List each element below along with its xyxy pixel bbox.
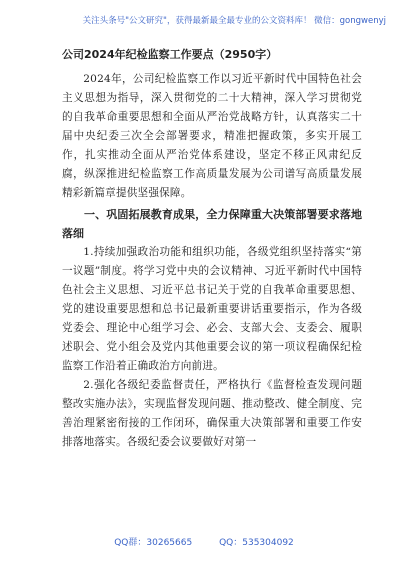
list-item-1: 1.持续加强政治功能和组织功能，各级党组织坚持落实“第一议题”制度。将学习党中央的会议精神、习近平新时代中国特色社会主义思想、习近平总书记关于党的自我革命重要思想、党的建设重要思想和总书记最新重要讲话重要指示，作为各级党委会、理论中心组学习会、必会、支部大会、支委会、履职述职会、党小组会及党内其他重要会议的第一项议程确保纪检监察工作沿着正确政治方向前进。 [62, 246, 362, 372]
document-body [62, 46, 362, 452]
document-title: 公司2024年纪检监察工作要点（2950字） [62, 48, 278, 61]
promo-banner: 关注头条号"公文研究"，获得最新最全最专业的公文资料库！ 微信：gongwenyj [82, 16, 386, 26]
intro-paragraph: 2024年，公司纪检监察工作以习近平新时代中国特色社会主义思想为指导，深入贯彻党的二十大精神，深入学习贯彻党的自我革命重要思想和全面从严治党战略方针，认真落实二十届中央纪委三次全会部署要求，精准把握政策，多实开展工作，扎实推动全面从严治党体系建设，坚定不移正风肃纪反腐，纵深推进纪检监察工作高质量发展为公司谱写高质量发展精彩新篇章提供坚强保障。 [62, 73, 362, 199]
qq-group-text: QQ群：30265665 [114, 538, 193, 548]
section-heading: 一、巩固拓展教育成果，全力保障重大决策部署要求落地落细 [62, 208, 362, 240]
qq-text: QQ：535304092 [219, 538, 294, 548]
contact-footer [0, 535, 408, 548]
list-item-2: 2.强化各级纪委监督责任，严格执行《监督检查发现问题整改实施办法》，实现监督发现问题、推动整改、健全制度、完善治理紧密衔接的工作闭环，确保重大决策部署和重要工作安排落地落实。各级纪委会议要做好对第一 [62, 379, 362, 448]
